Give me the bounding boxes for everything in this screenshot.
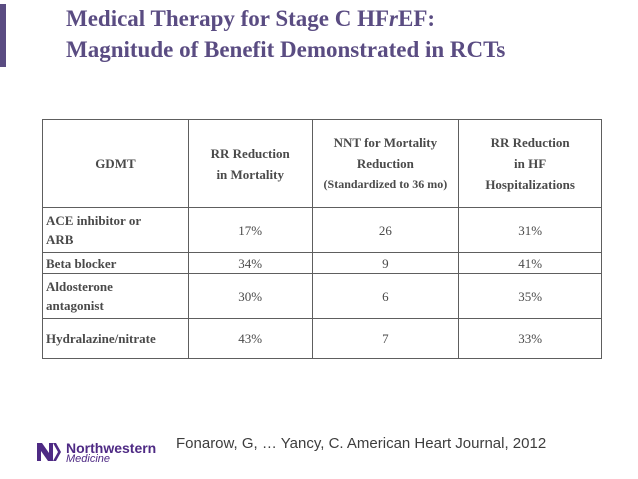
nnt-cell: 7 <box>312 319 459 359</box>
header-gdmt: GDMT <box>43 120 189 208</box>
rr-hosp-cell: 41% <box>459 253 602 274</box>
header-nnt: NNT for Mortality Reduction (Standardized to 36 mo) <box>312 120 459 208</box>
header-rr-hospitalization: RR Reduction in HF Hospitalizations <box>459 120 602 208</box>
nnt-cell: 6 <box>312 274 459 319</box>
rr-hosp-cell: 31% <box>459 208 602 253</box>
logo-mark-icon <box>36 442 62 462</box>
rr-mortality-cell: 17% <box>188 208 312 253</box>
slide-title <box>66 3 636 65</box>
title-line-2: Magnitude of Benefit Demonstrated in RCTs <box>66 37 506 62</box>
rr-mortality-cell: 30% <box>188 274 312 319</box>
rr-hosp-cell: 35% <box>459 274 602 319</box>
drug-name: ACE inhibitor or ARB <box>43 208 189 253</box>
nnt-cell: 9 <box>312 253 459 274</box>
drug-name: Beta blocker <box>43 253 189 274</box>
table-row <box>43 274 602 319</box>
logo-text-northwestern: Northwestern <box>66 440 157 456</box>
header-rr-mortality: RR Reduction in Mortality <box>188 120 312 208</box>
rr-hosp-cell: 33% <box>459 319 602 359</box>
gdmt-table <box>42 119 602 359</box>
drug-name: Aldosterone antagonist <box>43 274 189 319</box>
rr-mortality-cell: 34% <box>188 253 312 274</box>
citation-text: Fonarow, G, … Yancy, C. American Heart Journal, 2012 <box>176 435 547 452</box>
title-accent-bar <box>0 4 6 67</box>
northwestern-medicine-logo <box>36 440 176 464</box>
table-row <box>43 319 602 359</box>
title-line-1: Medical Therapy for Stage C HFrEF: <box>66 6 436 31</box>
nnt-cell: 26 <box>312 208 459 253</box>
rr-mortality-cell: 43% <box>188 319 312 359</box>
logo-text-medicine: Medicine <box>66 453 111 465</box>
table-row <box>43 253 602 274</box>
table-header-row <box>43 120 602 208</box>
table-row <box>43 208 602 253</box>
drug-name: Hydralazine/nitrate <box>43 319 189 359</box>
